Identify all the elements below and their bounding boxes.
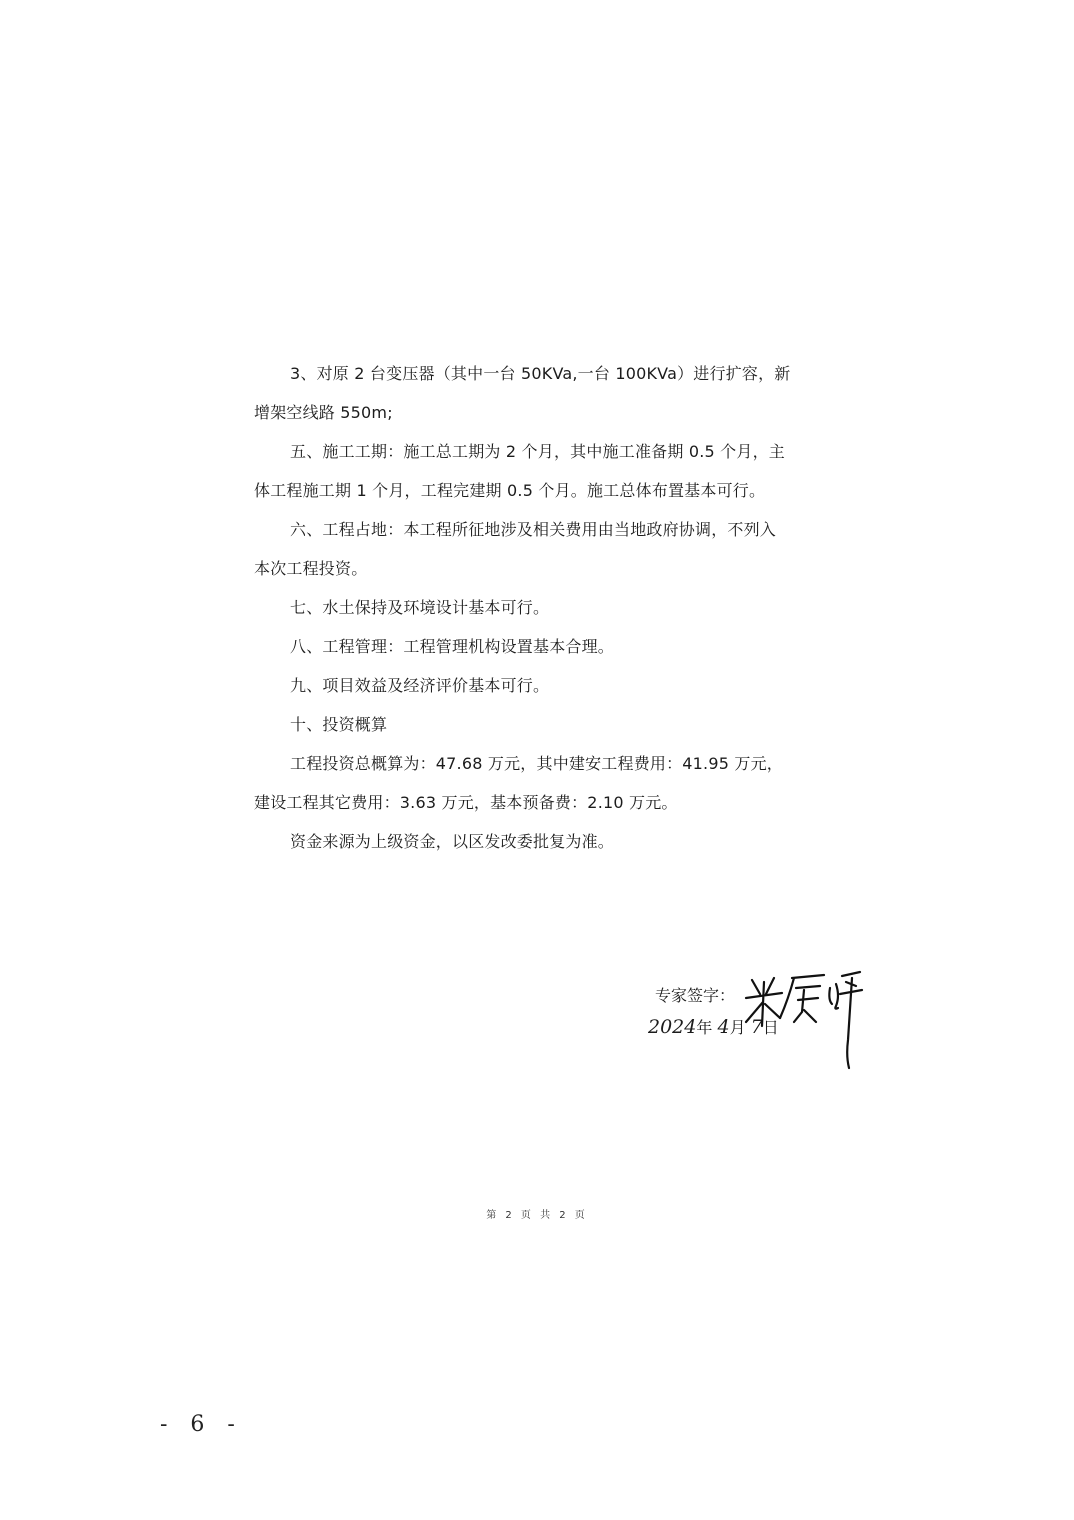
document-body [254,354,824,861]
paragraph-line: 五、施工工期：施工总工期为 2 个月，其中施工准备期 0.5 个月，主 [290,442,785,461]
paragraph-line: 资金来源为上级资金，以区发改委批复为准。 [290,832,615,851]
page-number: - 6 - [160,1412,243,1437]
paragraph-line: 增架空线路 550m; [254,403,393,422]
date-day-unit: 日 [762,1018,779,1037]
signature-label: 专家签字： [655,986,736,1005]
paragraph-line: 十、投资概算 [290,715,388,734]
paragraph-line: 本次工程投资。 [254,559,368,578]
date-year: 2024 [648,1016,697,1038]
date-month-unit: 月 [729,1018,746,1037]
handwritten-signature [738,960,868,1072]
paragraph-line: 工程投资总概算为：47.68 万元，其中建安工程费用：41.95 万元， [290,754,783,773]
paragraph-line: 体工程施工期 1 个月，工程完建期 0.5 个月。施工总体布置基本可行。 [254,481,766,500]
paragraph-line: 建设工程其它费用：3.63 万元，基本预备费：2.10 万元。 [254,793,678,812]
paragraph-line: 六、工程占地：本工程所征地涉及相关费用由当地政府协调，不列入 [290,520,777,539]
date-day: 7 [750,1016,763,1038]
paragraph-line: 九、项目效益及经济评价基本可行。 [290,676,550,695]
date-month: 4 [717,1016,730,1038]
page-footer: 第 2 页 共 2 页 [486,1210,588,1221]
paragraph-line: 八、工程管理：工程管理机构设置基本合理。 [290,637,615,656]
date-year-unit: 年 [696,1018,713,1037]
paragraph-line: 3、对原 2 台变压器（其中一台 50KVa,一台 100KVa）进行扩容，新 [290,364,791,383]
paragraph-line: 七、水土保持及环境设计基本可行。 [290,598,550,617]
